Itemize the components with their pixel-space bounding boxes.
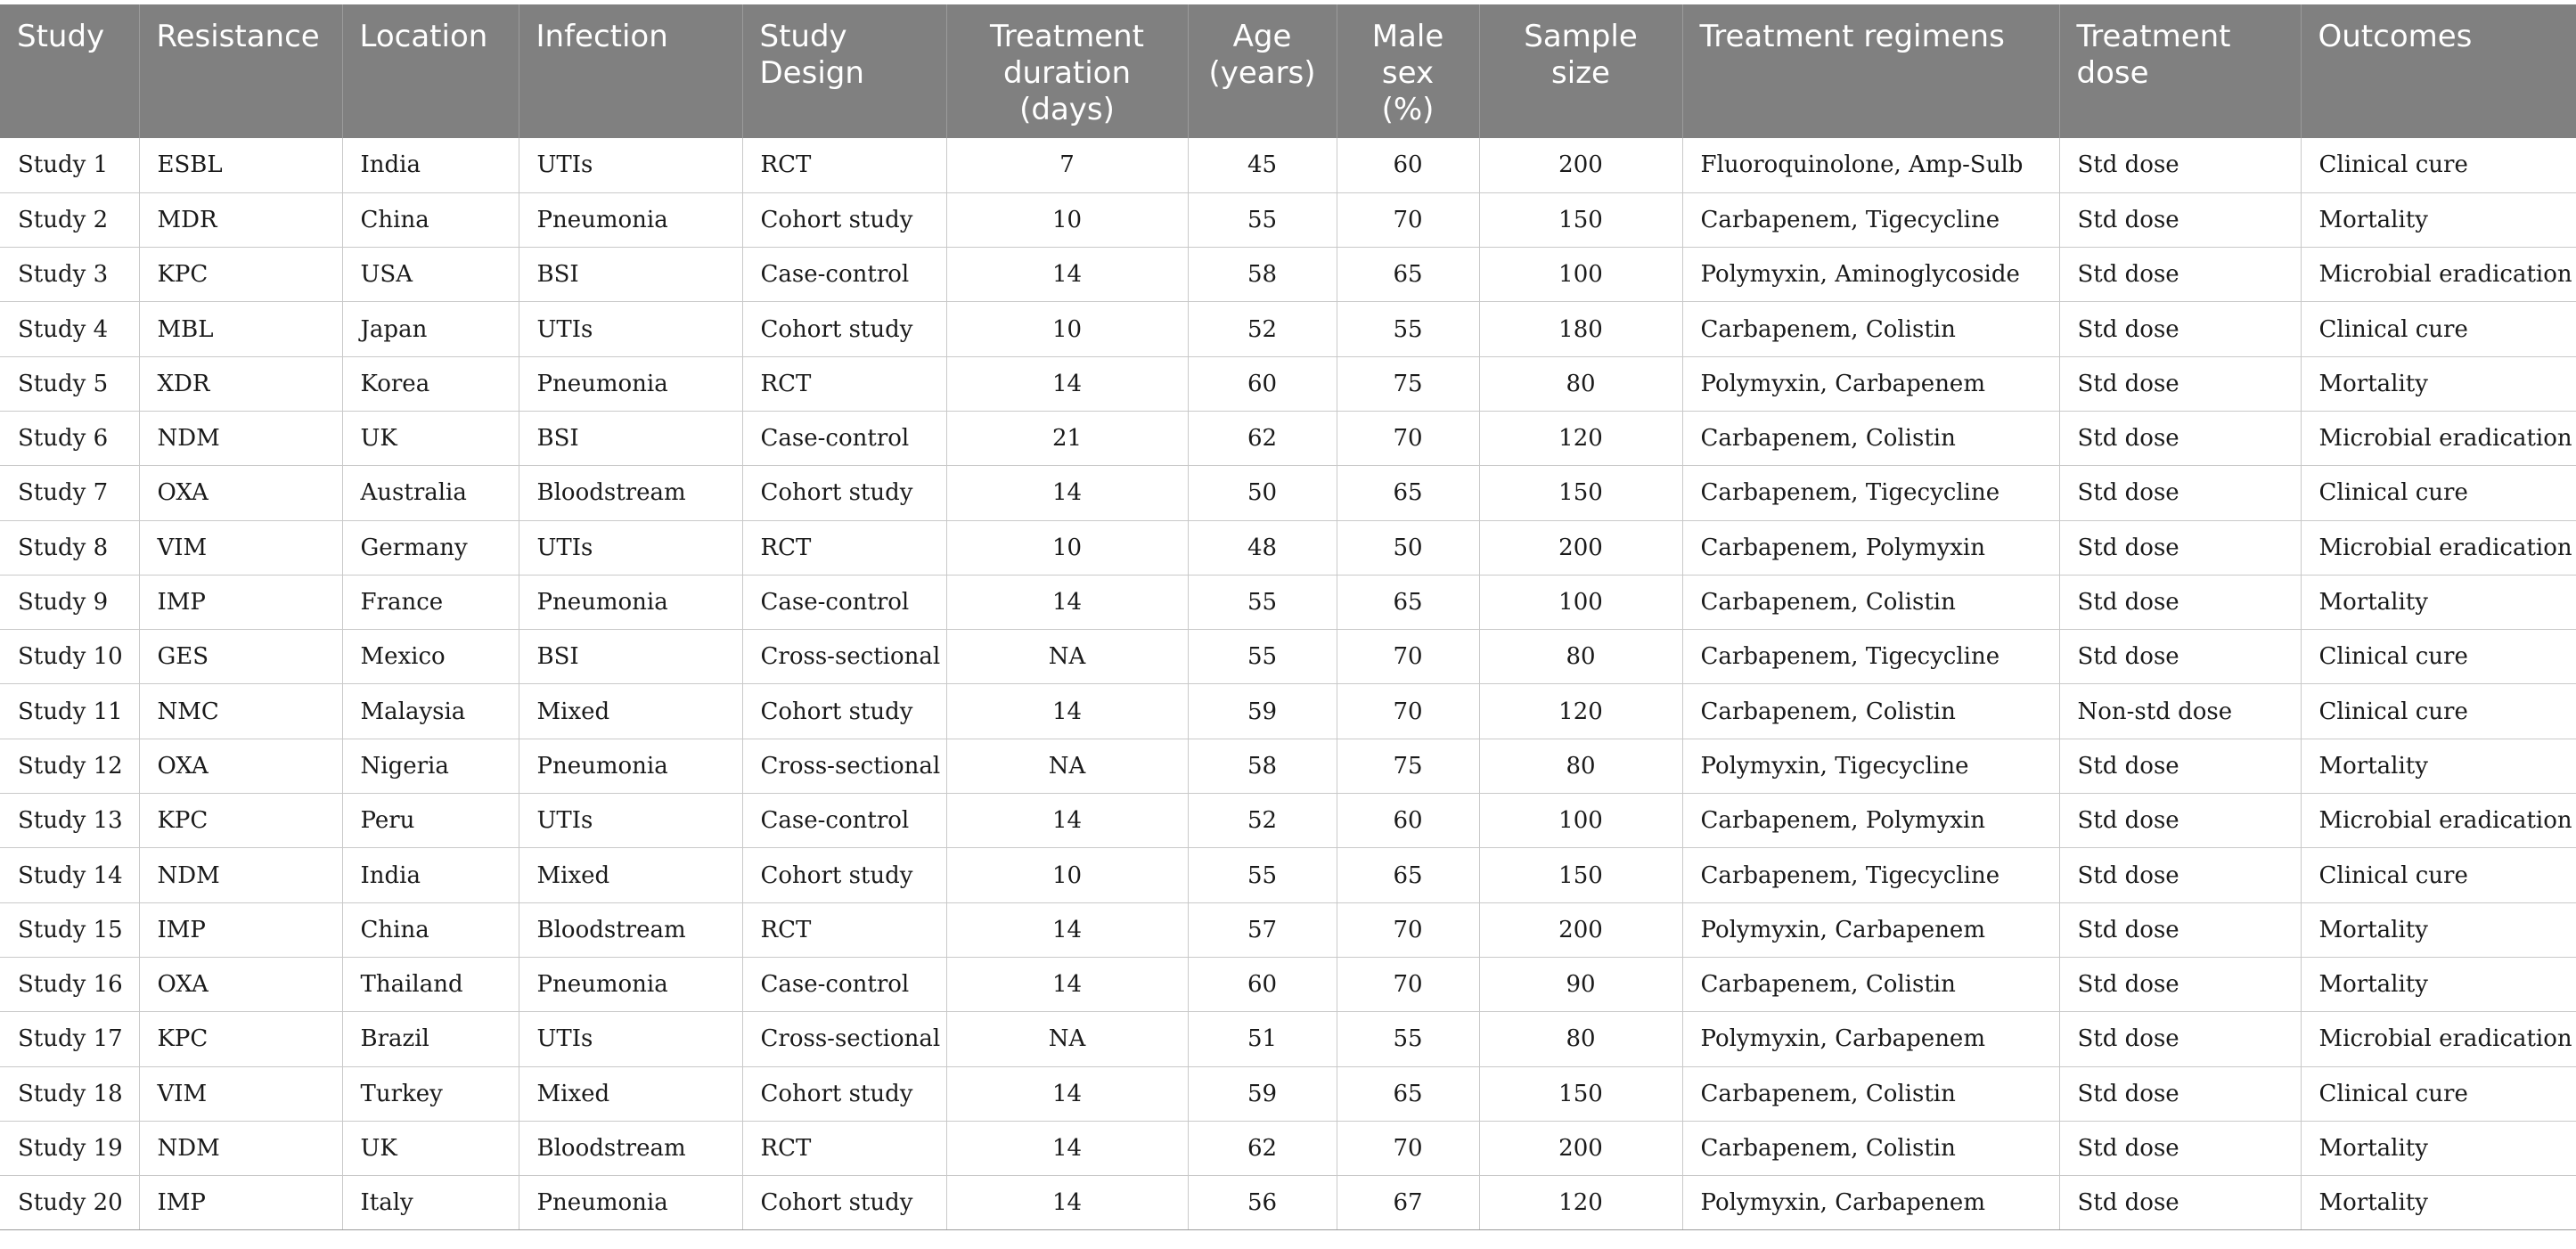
- column-header-study-design: Study Design: [742, 4, 946, 138]
- cell-sample-size: 200: [1479, 138, 1682, 192]
- cell-sample-size: 80: [1479, 630, 1682, 684]
- cell-sample-size: 200: [1479, 520, 1682, 575]
- cell-outcomes: Clinical cure: [2301, 302, 2576, 356]
- cell-infection: Pneumonia: [519, 739, 742, 793]
- cell-study: Study 6: [0, 411, 139, 465]
- cell-age-years: 58: [1188, 248, 1337, 302]
- cell-resistance: OXA: [139, 957, 342, 1011]
- cell-infection: Pneumonia: [519, 356, 742, 411]
- cell-location: France: [342, 575, 519, 629]
- cell-study: Study 19: [0, 1121, 139, 1175]
- cell-study-design: Cohort study: [742, 1176, 946, 1230]
- column-header-study: Study: [0, 4, 139, 138]
- table-row: [0, 1176, 2576, 1230]
- cell-treatment-duration-days: 14: [946, 575, 1188, 629]
- cell-study: Study 12: [0, 739, 139, 793]
- cell-treatment-regimens: Polymyxin, Aminoglycoside: [1682, 248, 2059, 302]
- cell-treatment-duration-days: 14: [946, 466, 1188, 520]
- cell-location: USA: [342, 248, 519, 302]
- cell-study: Study 9: [0, 575, 139, 629]
- cell-infection: Pneumonia: [519, 957, 742, 1011]
- cell-infection: Pneumonia: [519, 192, 742, 247]
- cell-outcomes: Microbial eradication: [2301, 248, 2576, 302]
- cell-treatment-duration-days: 10: [946, 302, 1188, 356]
- cell-outcomes: Mortality: [2301, 1176, 2576, 1230]
- cell-male-sex: 65: [1337, 1066, 1479, 1121]
- cell-treatment-duration-days: 10: [946, 520, 1188, 575]
- cell-infection: Bloodstream: [519, 466, 742, 520]
- cell-age-years: 59: [1188, 684, 1337, 739]
- cell-study: Study 14: [0, 848, 139, 902]
- cell-age-years: 55: [1188, 630, 1337, 684]
- cell-treatment-duration-days: 21: [946, 411, 1188, 465]
- cell-study: Study 10: [0, 630, 139, 684]
- cell-treatment-dose: Std dose: [2059, 957, 2301, 1011]
- cell-treatment-duration-days: 14: [946, 794, 1188, 848]
- table-row: [0, 138, 2576, 192]
- cell-study-design: RCT: [742, 138, 946, 192]
- cell-study: Study 2: [0, 192, 139, 247]
- cell-outcomes: Microbial eradication: [2301, 411, 2576, 465]
- cell-male-sex: 70: [1337, 411, 1479, 465]
- cell-treatment-duration-days: 14: [946, 1176, 1188, 1230]
- cell-sample-size: 90: [1479, 957, 1682, 1011]
- cell-sample-size: 150: [1479, 192, 1682, 247]
- cell-age-years: 51: [1188, 1012, 1337, 1066]
- cell-infection: BSI: [519, 630, 742, 684]
- table-row: [0, 630, 2576, 684]
- table-row: [0, 356, 2576, 411]
- cell-outcomes: Clinical cure: [2301, 466, 2576, 520]
- cell-treatment-regimens: Carbapenem, Polymyxin: [1682, 520, 2059, 575]
- cell-resistance: NMC: [139, 684, 342, 739]
- cell-study-design: Case-control: [742, 575, 946, 629]
- cell-treatment-duration-days: 14: [946, 957, 1188, 1011]
- cell-treatment-dose: Std dose: [2059, 739, 2301, 793]
- cell-treatment-regimens: Carbapenem, Tigecycline: [1682, 192, 2059, 247]
- cell-location: Turkey: [342, 1066, 519, 1121]
- cell-sample-size: 80: [1479, 739, 1682, 793]
- cell-resistance: VIM: [139, 1066, 342, 1121]
- cell-infection: Bloodstream: [519, 902, 742, 957]
- cell-infection: Pneumonia: [519, 1176, 742, 1230]
- cell-treatment-dose: Std dose: [2059, 794, 2301, 848]
- table-row: [0, 1121, 2576, 1175]
- cell-location: India: [342, 138, 519, 192]
- cell-age-years: 55: [1188, 848, 1337, 902]
- cell-age-years: 56: [1188, 1176, 1337, 1230]
- cell-treatment-dose: Std dose: [2059, 575, 2301, 629]
- cell-study-design: Case-control: [742, 794, 946, 848]
- cell-sample-size: 80: [1479, 356, 1682, 411]
- cell-resistance: XDR: [139, 356, 342, 411]
- cell-location: Brazil: [342, 1012, 519, 1066]
- cell-treatment-duration-days: 14: [946, 356, 1188, 411]
- cell-male-sex: 70: [1337, 957, 1479, 1011]
- cell-treatment-regimens: Carbapenem, Tigecycline: [1682, 630, 2059, 684]
- cell-treatment-regimens: Carbapenem, Colistin: [1682, 411, 2059, 465]
- table-row: [0, 302, 2576, 356]
- cell-study: Study 7: [0, 466, 139, 520]
- cell-outcomes: Mortality: [2301, 192, 2576, 247]
- column-header-sample-size: Sample size: [1479, 4, 1682, 138]
- table-row: [0, 520, 2576, 575]
- cell-resistance: OXA: [139, 466, 342, 520]
- cell-location: Italy: [342, 1176, 519, 1230]
- cell-study-design: Case-control: [742, 248, 946, 302]
- cell-resistance: MBL: [139, 302, 342, 356]
- cell-sample-size: 120: [1479, 411, 1682, 465]
- cell-sample-size: 80: [1479, 1012, 1682, 1066]
- cell-treatment-dose: Std dose: [2059, 356, 2301, 411]
- cell-age-years: 59: [1188, 1066, 1337, 1121]
- table-row: [0, 248, 2576, 302]
- cell-resistance: NDM: [139, 411, 342, 465]
- cell-sample-size: 120: [1479, 684, 1682, 739]
- cell-study-design: Cohort study: [742, 1066, 946, 1121]
- cell-treatment-regimens: Polymyxin, Tigecycline: [1682, 739, 2059, 793]
- cell-study-design: Cohort study: [742, 466, 946, 520]
- cell-treatment-dose: Non-std dose: [2059, 684, 2301, 739]
- cell-treatment-duration-days: 14: [946, 248, 1188, 302]
- cell-male-sex: 70: [1337, 902, 1479, 957]
- cell-treatment-regimens: Carbapenem, Colistin: [1682, 302, 2059, 356]
- cell-sample-size: 100: [1479, 248, 1682, 302]
- cell-age-years: 48: [1188, 520, 1337, 575]
- cell-infection: BSI: [519, 411, 742, 465]
- cell-location: UK: [342, 411, 519, 465]
- cell-male-sex: 50: [1337, 520, 1479, 575]
- cell-study-design: Cross-sectional: [742, 1012, 946, 1066]
- table-row: [0, 575, 2576, 629]
- table-row: [0, 902, 2576, 957]
- table-row: [0, 794, 2576, 848]
- column-header-male-sex: Male sex (%): [1337, 4, 1479, 138]
- cell-age-years: 52: [1188, 302, 1337, 356]
- cell-male-sex: 65: [1337, 575, 1479, 629]
- cell-study-design: RCT: [742, 1121, 946, 1175]
- cell-infection: UTIs: [519, 794, 742, 848]
- table-body: [0, 138, 2576, 1230]
- study-characteristics-table: [0, 4, 2576, 1230]
- cell-outcomes: Microbial eradication: [2301, 794, 2576, 848]
- cell-infection: UTIs: [519, 520, 742, 575]
- cell-study: Study 11: [0, 684, 139, 739]
- cell-treatment-dose: Std dose: [2059, 902, 2301, 957]
- cell-study-design: Case-control: [742, 957, 946, 1011]
- cell-male-sex: 65: [1337, 248, 1479, 302]
- cell-study: Study 5: [0, 356, 139, 411]
- cell-age-years: 45: [1188, 138, 1337, 192]
- cell-treatment-regimens: Carbapenem, Colistin: [1682, 684, 2059, 739]
- table-row: [0, 1012, 2576, 1066]
- cell-outcomes: Clinical cure: [2301, 630, 2576, 684]
- cell-outcomes: Microbial eradication: [2301, 520, 2576, 575]
- cell-treatment-dose: Std dose: [2059, 411, 2301, 465]
- cell-location: Thailand: [342, 957, 519, 1011]
- cell-study: Study 4: [0, 302, 139, 356]
- cell-study-design: Cohort study: [742, 848, 946, 902]
- cell-treatment-dose: Std dose: [2059, 192, 2301, 247]
- column-header-treatment-duration-days: Treatment duration (days): [946, 4, 1188, 138]
- cell-treatment-duration-days: NA: [946, 1012, 1188, 1066]
- cell-study-design: RCT: [742, 356, 946, 411]
- table-row: [0, 957, 2576, 1011]
- cell-male-sex: 55: [1337, 1012, 1479, 1066]
- cell-infection: Mixed: [519, 848, 742, 902]
- cell-male-sex: 67: [1337, 1176, 1479, 1230]
- cell-treatment-dose: Std dose: [2059, 848, 2301, 902]
- cell-treatment-regimens: Carbapenem, Colistin: [1682, 957, 2059, 1011]
- cell-resistance: ESBL: [139, 138, 342, 192]
- cell-infection: Pneumonia: [519, 575, 742, 629]
- cell-treatment-regimens: Polymyxin, Carbapenem: [1682, 1176, 2059, 1230]
- cell-treatment-duration-days: 14: [946, 902, 1188, 957]
- cell-location: Japan: [342, 302, 519, 356]
- cell-outcomes: Mortality: [2301, 575, 2576, 629]
- cell-infection: BSI: [519, 248, 742, 302]
- table-row: [0, 848, 2576, 902]
- cell-treatment-regimens: Fluoroquinolone, Amp-Sulb: [1682, 138, 2059, 192]
- cell-study-design: Cohort study: [742, 302, 946, 356]
- table-header: [0, 4, 2576, 138]
- cell-male-sex: 70: [1337, 1121, 1479, 1175]
- cell-age-years: 62: [1188, 411, 1337, 465]
- cell-infection: UTIs: [519, 302, 742, 356]
- cell-location: India: [342, 848, 519, 902]
- cell-sample-size: 150: [1479, 466, 1682, 520]
- cell-outcomes: Mortality: [2301, 356, 2576, 411]
- cell-treatment-regimens: Carbapenem, Polymyxin: [1682, 794, 2059, 848]
- column-header-treatment-dose: Treatment dose: [2059, 4, 2301, 138]
- cell-location: Mexico: [342, 630, 519, 684]
- cell-male-sex: 70: [1337, 684, 1479, 739]
- cell-location: Germany: [342, 520, 519, 575]
- table-row: [0, 684, 2576, 739]
- cell-study: Study 18: [0, 1066, 139, 1121]
- cell-treatment-duration-days: 14: [946, 684, 1188, 739]
- cell-male-sex: 75: [1337, 739, 1479, 793]
- cell-treatment-dose: Std dose: [2059, 466, 2301, 520]
- cell-treatment-dose: Std dose: [2059, 302, 2301, 356]
- cell-treatment-dose: Std dose: [2059, 1121, 2301, 1175]
- cell-male-sex: 70: [1337, 630, 1479, 684]
- cell-treatment-dose: Std dose: [2059, 248, 2301, 302]
- cell-study-design: RCT: [742, 520, 946, 575]
- cell-treatment-dose: Std dose: [2059, 138, 2301, 192]
- cell-resistance: MDR: [139, 192, 342, 247]
- column-header-infection: Infection: [519, 4, 742, 138]
- cell-male-sex: 65: [1337, 848, 1479, 902]
- cell-resistance: KPC: [139, 794, 342, 848]
- cell-age-years: 57: [1188, 902, 1337, 957]
- column-header-age-years: Age (years): [1188, 4, 1337, 138]
- cell-sample-size: 120: [1479, 1176, 1682, 1230]
- cell-male-sex: 70: [1337, 192, 1479, 247]
- cell-study-design: Case-control: [742, 411, 946, 465]
- table-row: [0, 192, 2576, 247]
- cell-age-years: 55: [1188, 192, 1337, 247]
- cell-study: Study 1: [0, 138, 139, 192]
- cell-outcomes: Mortality: [2301, 739, 2576, 793]
- cell-age-years: 58: [1188, 739, 1337, 793]
- cell-study: Study 8: [0, 520, 139, 575]
- cell-location: Australia: [342, 466, 519, 520]
- cell-resistance: GES: [139, 630, 342, 684]
- cell-resistance: IMP: [139, 902, 342, 957]
- cell-age-years: 60: [1188, 356, 1337, 411]
- cell-location: Malaysia: [342, 684, 519, 739]
- cell-male-sex: 65: [1337, 466, 1479, 520]
- cell-outcomes: Clinical cure: [2301, 848, 2576, 902]
- cell-treatment-regimens: Carbapenem, Colistin: [1682, 1066, 2059, 1121]
- cell-infection: Bloodstream: [519, 1121, 742, 1175]
- cell-treatment-regimens: Carbapenem, Colistin: [1682, 575, 2059, 629]
- cell-treatment-regimens: Polymyxin, Carbapenem: [1682, 902, 2059, 957]
- cell-study-design: Cross-sectional: [742, 630, 946, 684]
- cell-resistance: KPC: [139, 248, 342, 302]
- cell-study: Study 3: [0, 248, 139, 302]
- cell-sample-size: 100: [1479, 575, 1682, 629]
- cell-study-design: Cohort study: [742, 192, 946, 247]
- table-row: [0, 411, 2576, 465]
- cell-outcomes: Clinical cure: [2301, 684, 2576, 739]
- cell-age-years: 50: [1188, 466, 1337, 520]
- cell-treatment-regimens: Polymyxin, Carbapenem: [1682, 1012, 2059, 1066]
- cell-treatment-duration-days: 14: [946, 1121, 1188, 1175]
- cell-treatment-regimens: Polymyxin, Carbapenem: [1682, 356, 2059, 411]
- cell-male-sex: 60: [1337, 794, 1479, 848]
- cell-treatment-duration-days: 10: [946, 192, 1188, 247]
- cell-treatment-duration-days: 14: [946, 1066, 1188, 1121]
- cell-treatment-duration-days: 10: [946, 848, 1188, 902]
- cell-infection: UTIs: [519, 138, 742, 192]
- cell-treatment-dose: Std dose: [2059, 1012, 2301, 1066]
- cell-treatment-regimens: Carbapenem, Colistin: [1682, 1121, 2059, 1175]
- header-row: [0, 4, 2576, 138]
- cell-resistance: NDM: [139, 848, 342, 902]
- cell-sample-size: 100: [1479, 794, 1682, 848]
- cell-infection: UTIs: [519, 1012, 742, 1066]
- cell-treatment-regimens: Carbapenem, Tigecycline: [1682, 466, 2059, 520]
- cell-study: Study 15: [0, 902, 139, 957]
- cell-resistance: OXA: [139, 739, 342, 793]
- cell-study-design: Cohort study: [742, 684, 946, 739]
- cell-resistance: IMP: [139, 1176, 342, 1230]
- column-header-resistance: Resistance: [139, 4, 342, 138]
- cell-study: Study 13: [0, 794, 139, 848]
- cell-location: Korea: [342, 356, 519, 411]
- study-characteristics-table-wrapper: [0, 4, 2576, 1230]
- cell-outcomes: Clinical cure: [2301, 138, 2576, 192]
- column-header-location: Location: [342, 4, 519, 138]
- cell-age-years: 52: [1188, 794, 1337, 848]
- cell-location: Peru: [342, 794, 519, 848]
- cell-sample-size: 150: [1479, 1066, 1682, 1121]
- cell-treatment-dose: Std dose: [2059, 630, 2301, 684]
- cell-location: Nigeria: [342, 739, 519, 793]
- cell-treatment-dose: Std dose: [2059, 1066, 2301, 1121]
- cell-resistance: VIM: [139, 520, 342, 575]
- cell-resistance: NDM: [139, 1121, 342, 1175]
- cell-outcomes: Clinical cure: [2301, 1066, 2576, 1121]
- cell-study: Study 16: [0, 957, 139, 1011]
- cell-treatment-duration-days: NA: [946, 739, 1188, 793]
- table-row: [0, 739, 2576, 793]
- cell-location: China: [342, 902, 519, 957]
- cell-study: Study 20: [0, 1176, 139, 1230]
- cell-resistance: KPC: [139, 1012, 342, 1066]
- cell-sample-size: 200: [1479, 1121, 1682, 1175]
- cell-outcomes: Mortality: [2301, 902, 2576, 957]
- cell-treatment-duration-days: NA: [946, 630, 1188, 684]
- cell-treatment-dose: Std dose: [2059, 520, 2301, 575]
- cell-infection: Mixed: [519, 1066, 742, 1121]
- cell-sample-size: 150: [1479, 848, 1682, 902]
- cell-resistance: IMP: [139, 575, 342, 629]
- cell-sample-size: 200: [1479, 902, 1682, 957]
- cell-outcomes: Mortality: [2301, 957, 2576, 1011]
- column-header-treatment-regimens: Treatment regimens: [1682, 4, 2059, 138]
- column-header-outcomes: Outcomes: [2301, 4, 2576, 138]
- cell-treatment-dose: Std dose: [2059, 1176, 2301, 1230]
- cell-age-years: 62: [1188, 1121, 1337, 1175]
- cell-age-years: 60: [1188, 957, 1337, 1011]
- cell-location: UK: [342, 1121, 519, 1175]
- cell-age-years: 55: [1188, 575, 1337, 629]
- cell-male-sex: 55: [1337, 302, 1479, 356]
- cell-infection: Mixed: [519, 684, 742, 739]
- cell-location: China: [342, 192, 519, 247]
- cell-treatment-duration-days: 7: [946, 138, 1188, 192]
- cell-male-sex: 75: [1337, 356, 1479, 411]
- table-row: [0, 1066, 2576, 1121]
- cell-study-design: Cross-sectional: [742, 739, 946, 793]
- cell-male-sex: 60: [1337, 138, 1479, 192]
- cell-outcomes: Microbial eradication: [2301, 1012, 2576, 1066]
- cell-study-design: RCT: [742, 902, 946, 957]
- table-row: [0, 466, 2576, 520]
- cell-study: Study 17: [0, 1012, 139, 1066]
- cell-treatment-regimens: Carbapenem, Tigecycline: [1682, 848, 2059, 902]
- cell-outcomes: Mortality: [2301, 1121, 2576, 1175]
- cell-sample-size: 180: [1479, 302, 1682, 356]
